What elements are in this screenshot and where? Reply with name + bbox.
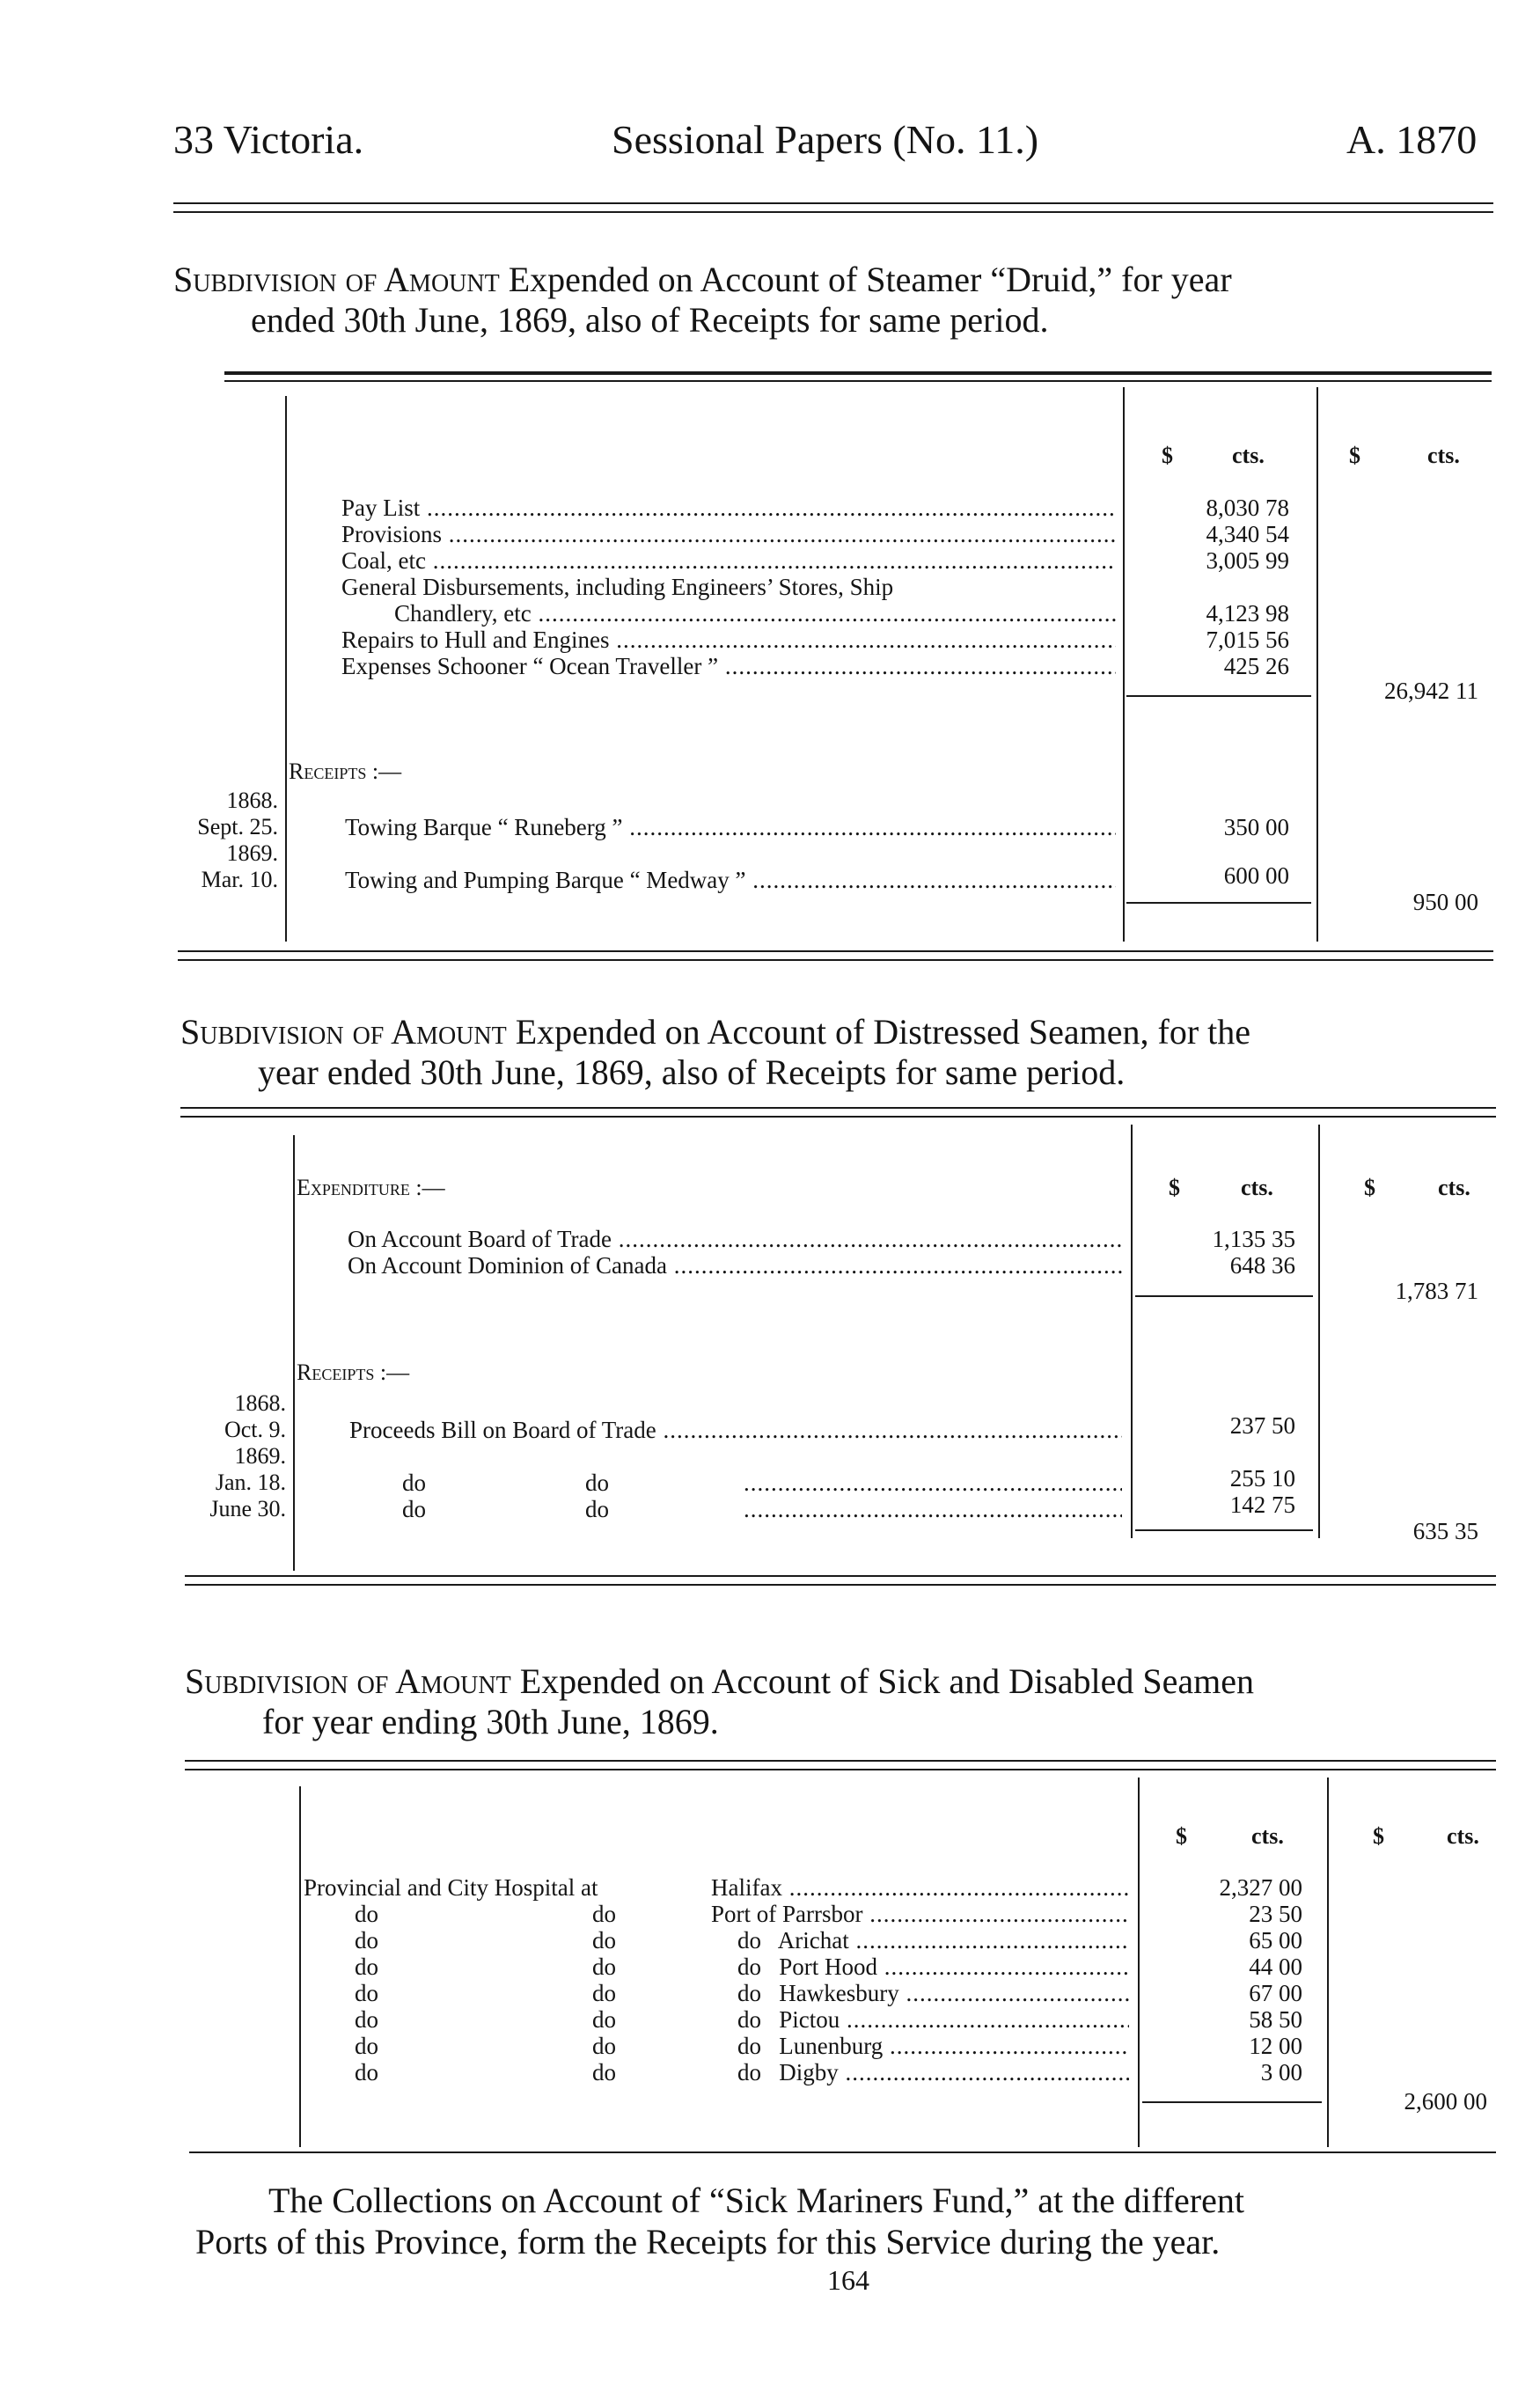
section1-receipt-item: Towing and Pumping Barque “ Medway ” ..... <box>345 867 1116 893</box>
section3-row-c1: do <box>355 1927 378 1954</box>
section3-row-place: do Hawkesbury ..... <box>737 1980 1129 2006</box>
section3-row-c2: do <box>592 1927 616 1954</box>
section2-bottom-rule <box>185 1575 1496 1577</box>
section2-title-rest: Expended on Account of Distressed Seamen, for the <box>506 1012 1251 1052</box>
header-left: 33 Victoria. <box>173 117 364 162</box>
section1-bottom-rule-2 <box>178 959 1493 961</box>
section2-receipt-date: Oct. 9. <box>224 1417 286 1442</box>
section2-col-sep-date <box>293 1135 295 1571</box>
section1-bottom-rule <box>178 950 1493 952</box>
section1-item: Expenses Schooner “ Ocean Traveller ” ..... <box>341 653 1116 679</box>
section1-cents-head-1: cts. <box>1232 443 1265 468</box>
section1-item: Provisions ..... <box>341 521 1116 547</box>
section3-row-place: do Port Hood ..... <box>737 1954 1129 1980</box>
footer-line-1: The Collections on Account of “Sick Mariners Fund,” at the different <box>268 2181 1244 2220</box>
section1-receipt-year: 1869. <box>226 840 278 866</box>
section1-item-amount: 425 26 <box>1223 653 1289 679</box>
section2-receipt-do: do <box>585 1496 609 1522</box>
section2-col-sep-total <box>1318 1125 1320 1538</box>
section2-expenditure-label: Expenditure :— <box>297 1175 445 1200</box>
section2-receipt-item: Proceeds Bill on Board of Trade ..... <box>349 1417 1122 1443</box>
section2-receipts-label: Receipts :— <box>297 1360 410 1385</box>
section1-col-sep-date <box>285 396 287 942</box>
section1-receipt-amount: 600 00 <box>1223 862 1289 889</box>
section3-dollar-head-2: $ <box>1373 1823 1384 1849</box>
section2-top-rule-2 <box>180 1116 1496 1118</box>
section3-bottom-rule <box>189 2151 1496 2153</box>
section2-item-amount: 648 36 <box>1229 1252 1295 1279</box>
section3-row-place: Port of Parrsbor ..... <box>711 1901 1129 1927</box>
section1-item-amount: 7,015 56 <box>1206 627 1289 653</box>
section3-row-amount: 58 50 <box>1249 2006 1302 2033</box>
section1-item: General Disbursements, including Engineers’ Stores, Ship <box>341 574 894 600</box>
section1-receipt-date: Sept. 25. <box>197 814 278 839</box>
section1-top-rule-2 <box>224 380 1492 382</box>
section3-row-c2: do <box>592 2006 616 2033</box>
section3-row-c1: do <box>355 1980 378 2006</box>
section1-receipts-total: 950 00 <box>1412 889 1478 915</box>
section1-item: Coal, etc ..... <box>341 547 1116 574</box>
section2-receipt-amount: 142 75 <box>1229 1492 1295 1518</box>
section1-item: Pay List ..... <box>341 495 1116 521</box>
section3-row-amount: 2,327 00 <box>1219 1874 1302 1901</box>
section1-receipt-item: Towing Barque “ Runeberg ” ..... <box>345 814 1116 840</box>
section1-item-amount: 4,123 98 <box>1206 600 1289 627</box>
section3-top-rule-2 <box>185 1769 1496 1770</box>
section1-title-line2: ended 30th June, 1869, also of Receipts for same period. <box>251 300 1049 340</box>
section3-col-sep-total <box>1327 1778 1329 2147</box>
section1-receipts-subtotal-line <box>1126 902 1311 904</box>
section1-item-amount: 3,005 99 <box>1206 547 1289 574</box>
section1-total: 26,942 11 <box>1384 678 1478 704</box>
section2-title-line2: year ended 30th June, 1869, also of Receipts for same period. <box>258 1052 1126 1092</box>
section2-subtotal-line <box>1135 1295 1313 1297</box>
section2-receipt-year: 1868. <box>234 1390 286 1416</box>
section1-receipt-amount: 350 00 <box>1223 814 1289 840</box>
section3-subtotal-line <box>1142 2101 1322 2103</box>
footer-line-2: Ports of this Province, form the Receipts for this Service during the year. <box>195 2222 1221 2261</box>
section3-row-amount: 67 00 <box>1249 1980 1302 2006</box>
section1-receipts-label: Receipts :— <box>289 759 402 784</box>
header-right: A. 1870 <box>1346 117 1478 162</box>
section2-receipt-do: do <box>402 1470 426 1496</box>
section3-row-c1: do <box>355 1954 378 1980</box>
section3-row-c1: do <box>355 2006 378 2033</box>
section1-receipt-year: 1868. <box>226 788 278 813</box>
section3-row-amount: 44 00 <box>1249 1954 1302 1980</box>
section2-title-smallcaps: Subdivision of Amount <box>180 1012 507 1052</box>
section3-row-c2: do <box>592 1980 616 2006</box>
section3-row-c2: do <box>592 2033 616 2059</box>
header-center: Sessional Papers (No. 11.) <box>612 117 1039 162</box>
section3-title-line2: for year ending 30th June, 1869. <box>262 1702 719 1741</box>
section2-top-rule <box>180 1107 1496 1109</box>
section1-title-smallcaps: Subdivision of Amount <box>173 260 500 299</box>
section2-bottom-rule-2 <box>185 1584 1496 1586</box>
section2-receipt-amount: 255 10 <box>1229 1465 1295 1492</box>
section2-receipt-do: do <box>402 1496 426 1522</box>
section3-title-smallcaps: Subdivision of Amount <box>185 1661 511 1701</box>
section3-row-c2: do <box>592 1901 616 1927</box>
header-rule-1 <box>173 202 1493 204</box>
section2-item: On Account Board of Trade ..... <box>348 1226 1122 1252</box>
section3-col-sep-amount <box>1138 1778 1140 2147</box>
section2-cents-head-1: cts. <box>1241 1175 1273 1200</box>
section1-col-sep-amount <box>1123 387 1125 942</box>
section3-row-place: do Arichat ..... <box>737 1927 1129 1954</box>
section1-col-sep-total <box>1316 387 1318 942</box>
section3-row-place: do Pictou ..... <box>737 2006 1129 2033</box>
section2-total: 1,783 71 <box>1395 1278 1478 1304</box>
section3-row-c1: Provincial and City Hospital at <box>304 1874 598 1901</box>
section3-row-c2: do <box>592 2059 616 2085</box>
section2-receipt-date: June 30. <box>209 1496 286 1521</box>
section2-receipt-amount: 237 50 <box>1229 1412 1295 1439</box>
section2-dollar-head-2: $ <box>1364 1175 1375 1200</box>
section3-row-place: do Digby ..... <box>737 2059 1129 2085</box>
section1-top-rule <box>224 371 1492 375</box>
section2-receipt-date: Jan. 18. <box>215 1470 286 1495</box>
section3-cents-head-1: cts. <box>1251 1823 1284 1849</box>
section2-cents-head-2: cts. <box>1438 1175 1470 1200</box>
section3-total: 2,600 00 <box>1404 2088 1487 2115</box>
section3-row-amount: 23 50 <box>1249 1901 1302 1927</box>
section2-item: On Account Dominion of Canada ..... <box>348 1252 1122 1279</box>
section3-top-rule <box>185 1760 1496 1762</box>
section3-row-c1: do <box>355 1901 378 1927</box>
section2-title <box>180 1012 1518 1093</box>
section1-item-amount: 4,340 54 <box>1206 521 1289 547</box>
section3-row-amount: 12 00 <box>1249 2033 1302 2059</box>
section1-dollar-head-1: $ <box>1162 443 1173 468</box>
section1-subtotal-line <box>1126 695 1311 697</box>
section3-row-place: do Lunenburg ..... <box>737 2033 1129 2059</box>
section3-row-c1: do <box>355 2059 378 2085</box>
header-rule-2 <box>173 211 1493 213</box>
page-number: 164 <box>827 2264 869 2296</box>
section1-cents-head-2: cts. <box>1427 443 1460 468</box>
section3-col-sep-date <box>299 1786 301 2147</box>
section1-title <box>173 260 1511 341</box>
section1-receipt-date: Mar. 10. <box>201 867 278 892</box>
section2-col-sep-amount <box>1131 1125 1133 1538</box>
section3-title <box>185 1661 1522 1742</box>
section2-receipt-leader <box>744 1496 1122 1522</box>
section3-cents-head-2: cts. <box>1447 1823 1479 1849</box>
section3-row-amount: 3 00 <box>1260 2059 1302 2085</box>
section3-title-rest: Expended on Account of Sick and Disabled Seamen <box>510 1661 1254 1701</box>
section2-receipts-subtotal-line <box>1135 1529 1313 1531</box>
section3-row-place: Halifax ..... <box>711 1874 1129 1901</box>
section2-dollar-head-1: $ <box>1169 1175 1180 1200</box>
section2-item-amount: 1,135 35 <box>1212 1226 1295 1252</box>
section2-receipts-total: 635 35 <box>1412 1518 1478 1544</box>
section2-receipt-do: do <box>585 1470 609 1496</box>
section3-row-c2: do <box>592 1954 616 1980</box>
section1-item: Repairs to Hull and Engines ..... <box>341 627 1116 653</box>
section2-receipt-leader <box>744 1470 1122 1496</box>
section3-row-c1: do <box>355 2033 378 2059</box>
section1-title-rest: Expended on Account of Steamer “Druid,” for year <box>499 260 1232 299</box>
section1-dollar-head-2: $ <box>1349 443 1360 468</box>
section3-dollar-head-1: $ <box>1176 1823 1187 1849</box>
section1-item-amount: 8,030 78 <box>1206 495 1289 521</box>
section1-item: Chandlery, etc ..... <box>394 600 1116 627</box>
section3-row-amount: 65 00 <box>1249 1927 1302 1954</box>
section2-receipt-year: 1869. <box>234 1443 286 1469</box>
